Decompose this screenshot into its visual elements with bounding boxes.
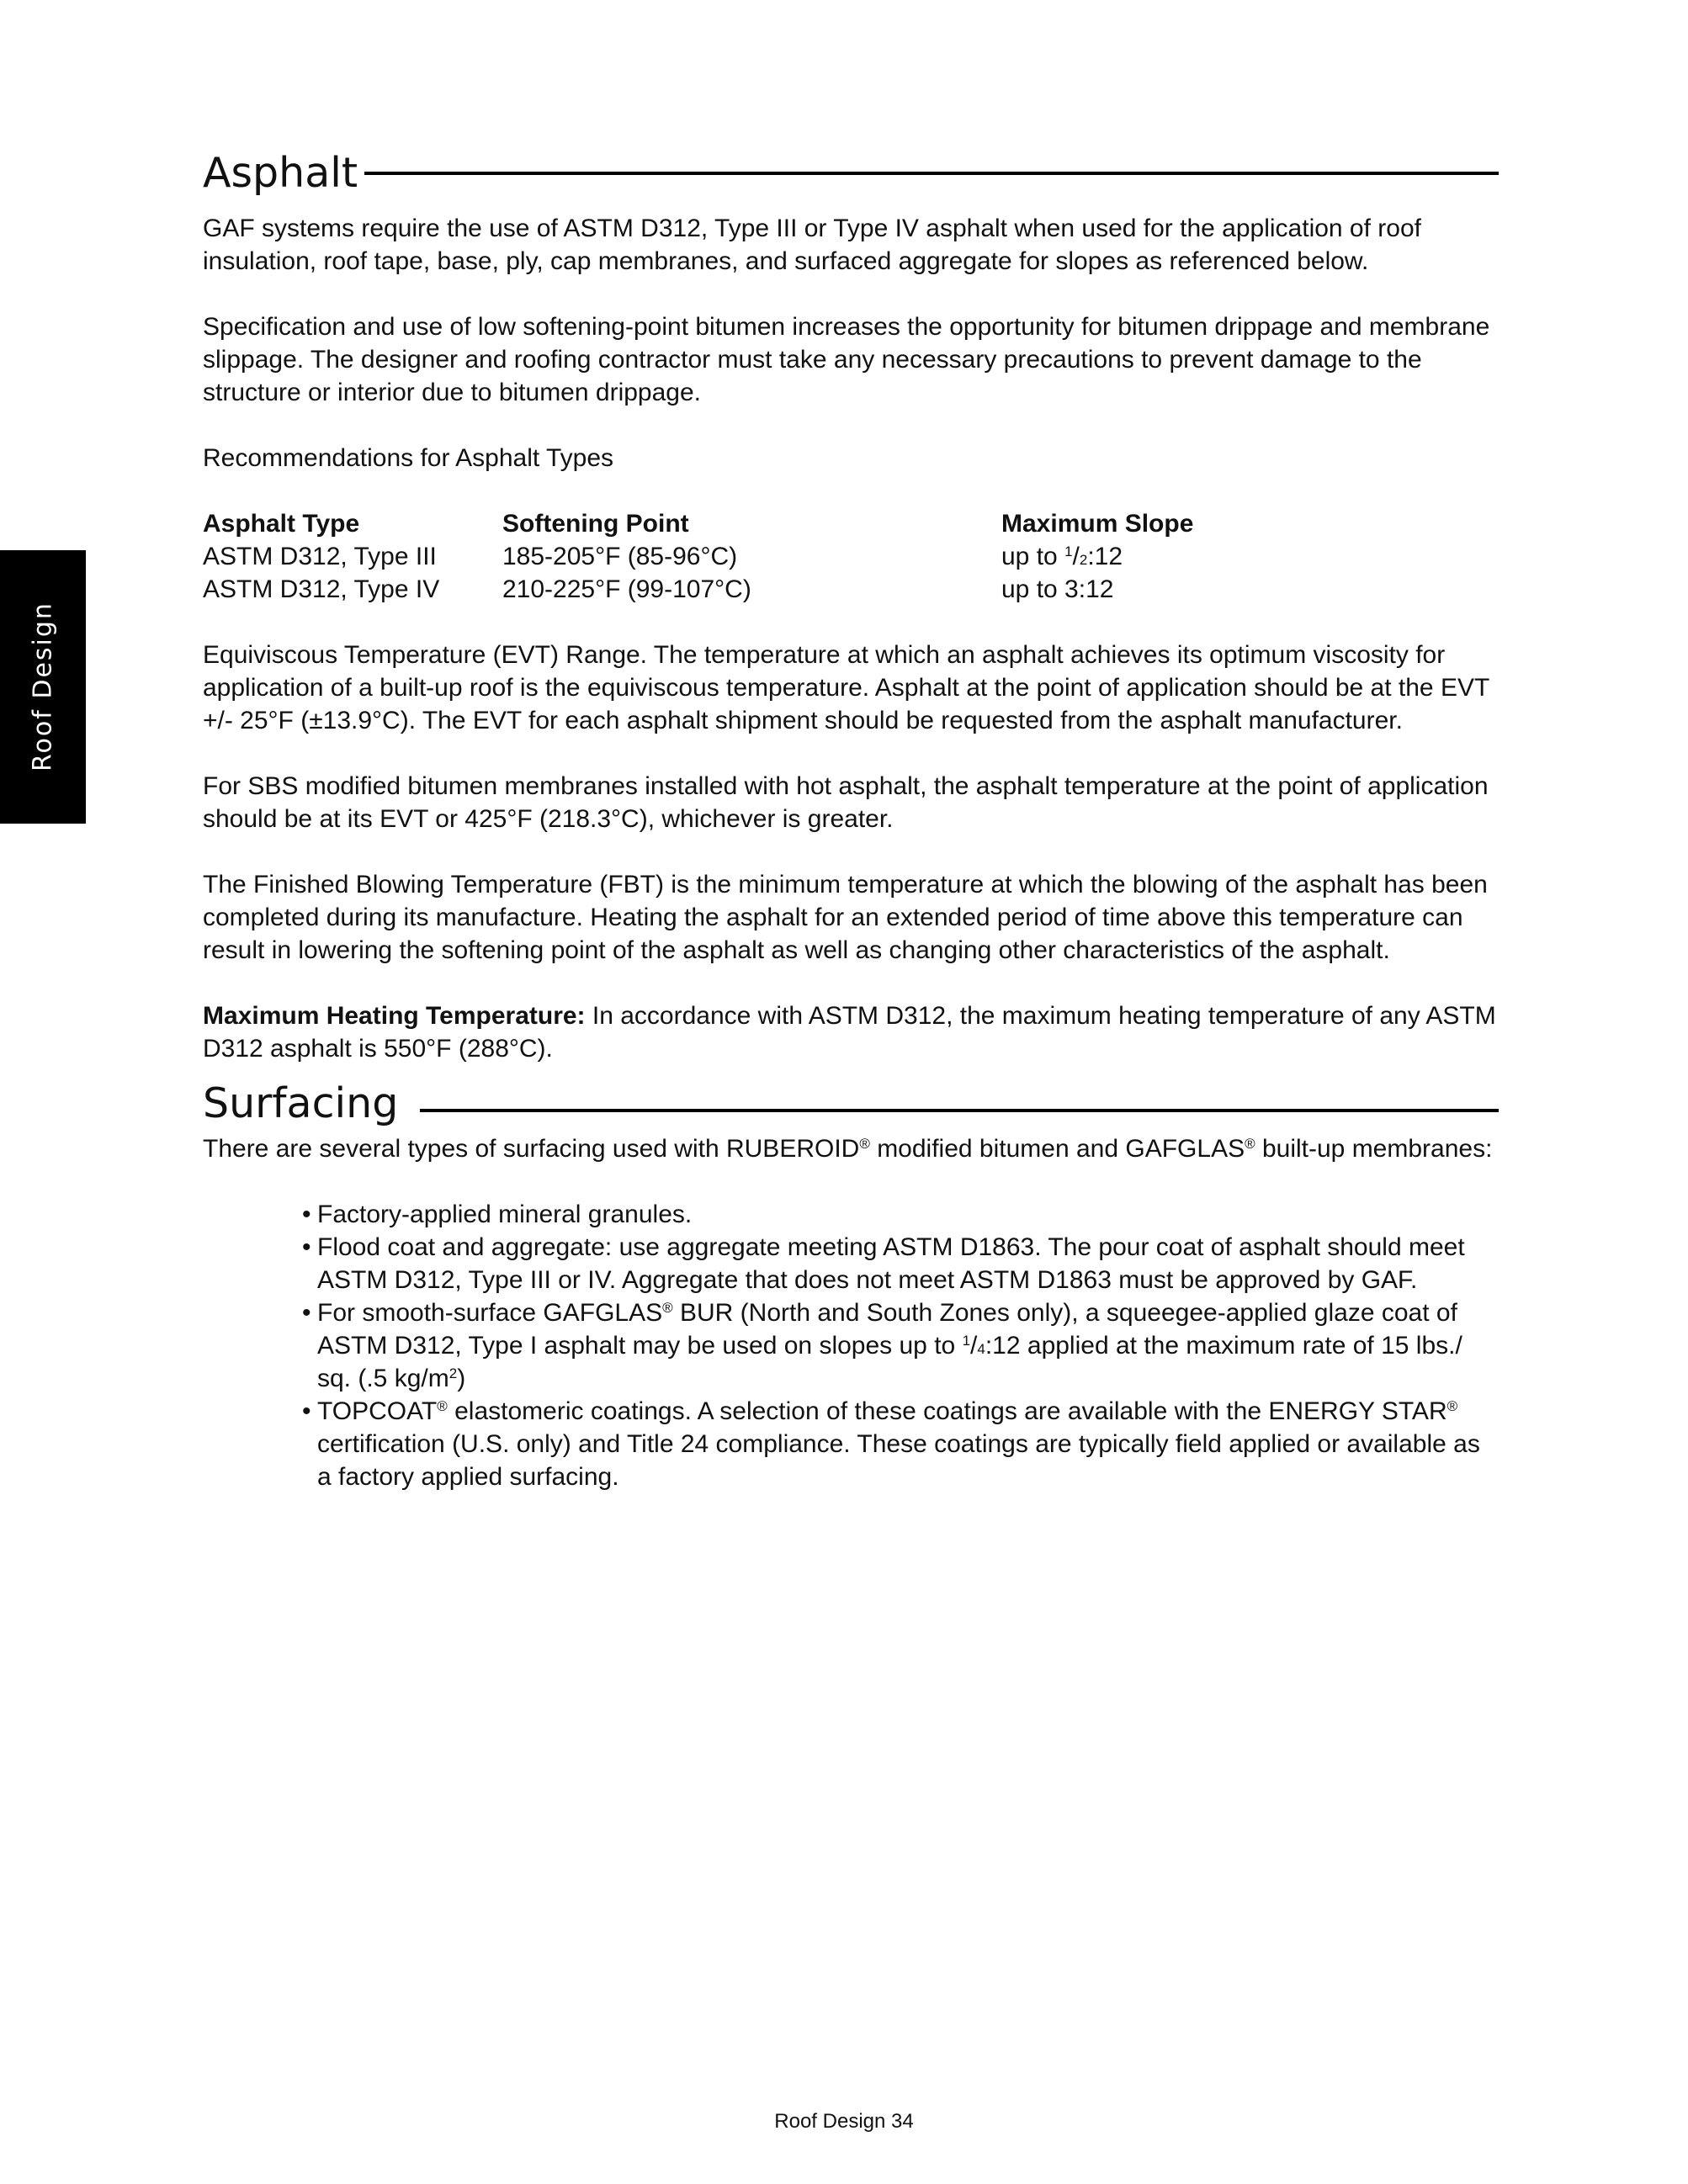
list-item	[302, 1231, 1490, 1296]
registered-mark: ®	[662, 1300, 673, 1316]
paragraph: GAF systems require the use of ASTM D312, Type III or Type IV asphalt when used for the application of roof insulation, roof tape, base, ply, cap membranes, and surfaced aggregate for slopes as referenced below.	[203, 215, 1421, 275]
table-cell: 185-205°F (85-96°C)	[502, 543, 738, 570]
fraction-numerator: 1	[962, 1333, 971, 1349]
asphalt-section-header	[203, 143, 1499, 195]
bullet-icon: •	[302, 1201, 311, 1228]
list-item-text: elastomeric coatings. A selection of these coatings are available with the ENERGY STAR	[447, 1397, 1447, 1425]
table-cell: 210-225°F (99-107°C)	[502, 575, 751, 603]
paragraph-text: In accordance with ASTM D312, the maximum heating temperature of any ASTM D312 asphalt is 550°F (288°C).	[203, 1002, 1496, 1063]
asphalt-types-table	[203, 507, 1499, 606]
table-cell: ASTM D312, Type IV	[203, 575, 440, 603]
list-item-text: certification (U.S. only) and Title 24 compliance. These coatings are typically field applied or available as a factory applied surfacing.	[317, 1430, 1480, 1491]
fraction-denominator: 4	[977, 1341, 985, 1357]
list-item-text: TOPCOAT	[317, 1397, 438, 1425]
list-item	[302, 1198, 1490, 1231]
asphalt-title: Asphalt	[203, 149, 358, 197]
recommendations-heading: Recommendations for Asphalt Types	[203, 444, 614, 472]
bullet-icon: •	[302, 1233, 311, 1261]
registered-mark: ®	[859, 1136, 870, 1152]
list-item-text: :12 applied at the maximum rate of 15 lbs./ sq. (.5 kg/m	[317, 1332, 1462, 1392]
table-header-cell: Maximum Slope	[1001, 510, 1194, 538]
bold-lead: Maximum Heating Temperature:	[203, 1002, 586, 1030]
list-item	[302, 1395, 1490, 1493]
bullet-icon: •	[302, 1299, 311, 1327]
table-cell: up to 3:12	[1001, 575, 1114, 603]
list-item: • For smooth-surface GAFGLAS® BUR (North and South Zones only), a squeegee-applied glaze coat of ASTM D312, Type I asphalt may be used on slopes up to $^1$/4:12 applied at the maximum rate of 15 lbs./ sq. (.5 $kg/m^2$)	[302, 1296, 1490, 1395]
surfacing-title: Surfacing	[203, 1079, 399, 1127]
superscript: 2	[449, 1365, 458, 1381]
paragraph-text: There are several types of surfacing used with RUBEROID	[203, 1135, 860, 1163]
list-item-text: BUR (North and South Zones only), a squeegee-applied glaze coat of ASTM D312, Type I asphalt may be used on slopes up to	[317, 1299, 1457, 1360]
slope-text: :12	[1087, 543, 1123, 570]
paragraph	[203, 999, 1499, 1065]
list-item-text: )	[457, 1365, 466, 1392]
title-rule	[364, 172, 1499, 175]
side-tab-label: Roof Design	[28, 602, 58, 771]
slope-text: up to	[1001, 543, 1065, 570]
paragraph-text: built-up membranes:	[1255, 1135, 1493, 1163]
bullet-icon: •	[302, 1397, 311, 1425]
registered-mark: ®	[1245, 1136, 1255, 1152]
list-item-text: Factory-applied mineral granules.	[317, 1201, 693, 1228]
paragraph: Specification and use of low softening-point bitumen increases the opportunity for bitumen drippage and membrane slippage. The designer and roofing contractor must take any necessary precautions to prevent damage to the structure or interior due to bitumen drippage.	[203, 313, 1490, 406]
paragraph: For SBS modified bitumen membranes installed with hot asphalt, the asphalt temperature at the point of application should be at its EVT or 425°F (218.3°C), whichever is greater.	[203, 772, 1489, 833]
paragraph: Equiviscous Temperature (EVT) Range. The temperature at which an asphalt achieves its optimum viscosity for application of a built-up roof is the equiviscous temperature. Asphalt at the point of application should be at the EVT +/- 25°F (±13.9°C). The EVT for each asphalt shipment should be requested from the asphalt manufacturer.	[203, 641, 1489, 734]
list-item-text: For smooth-surface GAFGLAS	[317, 1299, 663, 1327]
title-rule	[420, 1109, 1499, 1112]
fraction-denominator: 2	[1079, 552, 1088, 568]
fraction-numerator: 1	[1064, 543, 1073, 559]
table-header-cell: Softening Point	[502, 510, 689, 538]
page-content	[203, 143, 1499, 1493]
table-header-cell: Asphalt Type	[203, 510, 360, 538]
list-item-text: Flood coat and aggregate: use aggregate meeting ASTM D1863. The pour coat of asphalt should meet ASTM D312, Type III or IV. Aggregate that does not meet ASTM D1863 must be approved by GAF.	[317, 1233, 1465, 1294]
surfacing-section-header	[203, 1073, 1499, 1126]
paragraph-text: modified bitumen and GAFGLAS	[869, 1135, 1245, 1163]
section-side-tab	[0, 550, 86, 824]
paragraph: The Finished Blowing Temperature (FBT) is the minimum temperature at which the blowing of the asphalt has been completed during its manufacture. Heating the asphalt for an extended period of time above this temperature can result in lowering the softening point of the asphalt as well as changing other characteristics of the asphalt.	[203, 871, 1488, 964]
paragraph	[203, 1132, 1499, 1165]
page-footer: Roof Design 34	[774, 2110, 914, 2133]
table-cell: up to $^1$/2:12	[1001, 543, 1123, 570]
table-cell: ASTM D312, Type III	[203, 543, 437, 570]
registered-mark: ®	[437, 1398, 448, 1414]
surfacing-list	[302, 1198, 1490, 1493]
registered-mark: ®	[1446, 1398, 1458, 1414]
